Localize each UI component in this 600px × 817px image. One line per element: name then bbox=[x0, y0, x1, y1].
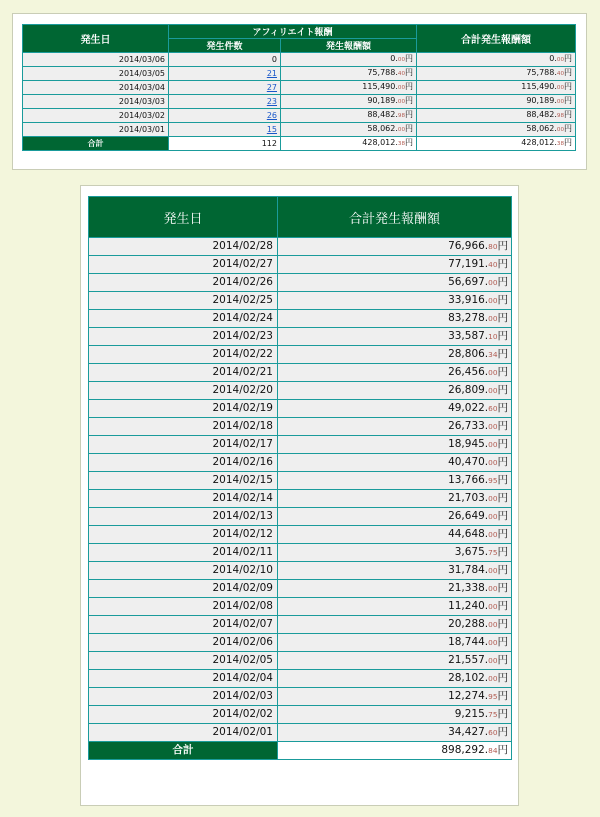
table-row bbox=[89, 526, 512, 544]
yen-unit: 円 bbox=[564, 110, 573, 119]
amount-integer: 58,062. bbox=[367, 124, 398, 133]
amount-decimal: 40 bbox=[488, 260, 498, 269]
yen-unit: 円 bbox=[497, 366, 508, 378]
date-cell: 2014/03/06 bbox=[23, 53, 169, 67]
date-cell: 2014/02/13 bbox=[89, 508, 278, 526]
table-row bbox=[89, 544, 512, 562]
amount-decimal: 95 bbox=[488, 692, 498, 701]
yen-unit: 円 bbox=[405, 54, 414, 63]
date-cell: 2014/02/21 bbox=[89, 364, 278, 382]
total-cell bbox=[278, 706, 512, 724]
yen-unit: 円 bbox=[497, 492, 508, 504]
date-cell: 2014/02/09 bbox=[89, 580, 278, 598]
yen-unit: 円 bbox=[497, 582, 508, 594]
table-row bbox=[89, 580, 512, 598]
table-row bbox=[23, 95, 576, 109]
table-row bbox=[89, 256, 512, 274]
yen-unit: 円 bbox=[497, 546, 508, 558]
sum-total bbox=[278, 742, 512, 760]
amount-decimal: 75 bbox=[488, 548, 498, 557]
amount-integer: 20,288. bbox=[448, 618, 489, 630]
table-row bbox=[89, 418, 512, 436]
amount-integer: 34,427. bbox=[448, 726, 489, 738]
amount-integer: 428,012. bbox=[362, 138, 398, 147]
yen-unit: 円 bbox=[497, 618, 508, 630]
february-report-panel bbox=[80, 185, 519, 806]
yen-unit: 円 bbox=[405, 110, 414, 119]
date-cell: 2014/02/11 bbox=[89, 544, 278, 562]
yen-unit: 円 bbox=[564, 54, 573, 63]
table-row bbox=[89, 436, 512, 454]
yen-unit: 円 bbox=[497, 726, 508, 738]
amount-decimal: 00 bbox=[397, 85, 406, 91]
header-amount: 発生報酬額 bbox=[281, 39, 417, 53]
amount-decimal: 40 bbox=[397, 71, 406, 77]
amount-integer: 21,338. bbox=[448, 582, 489, 594]
table-row bbox=[89, 346, 512, 364]
total-cell bbox=[278, 526, 512, 544]
date-cell: 2014/02/02 bbox=[89, 706, 278, 724]
total-cell bbox=[278, 472, 512, 490]
yen-unit: 円 bbox=[497, 528, 508, 540]
table-row bbox=[89, 688, 512, 706]
yen-unit: 円 bbox=[405, 124, 414, 133]
yen-unit: 円 bbox=[497, 402, 508, 414]
total-cell bbox=[278, 436, 512, 454]
amount-integer: 21,557. bbox=[448, 654, 489, 666]
yen-unit: 円 bbox=[405, 68, 414, 77]
total-cell bbox=[278, 724, 512, 742]
table-row bbox=[89, 472, 512, 490]
yen-unit: 円 bbox=[564, 82, 573, 91]
amount-decimal: 60 bbox=[488, 404, 498, 413]
date-cell: 2014/02/01 bbox=[89, 724, 278, 742]
amount-integer: 75,788. bbox=[526, 68, 557, 77]
amount-decimal: 00 bbox=[556, 85, 565, 91]
count-link[interactable]: 15 bbox=[266, 124, 277, 134]
amount-integer: 90,189. bbox=[526, 96, 557, 105]
amount-integer: 90,189. bbox=[367, 96, 398, 105]
table-row bbox=[23, 81, 576, 95]
amount-cell bbox=[281, 81, 417, 95]
header-count: 発生件数 bbox=[169, 39, 281, 53]
amount-integer: 56,697. bbox=[448, 276, 489, 288]
total-cell bbox=[278, 670, 512, 688]
amount-integer: 26,733. bbox=[448, 420, 489, 432]
total-cell bbox=[278, 454, 512, 472]
march-report-table bbox=[22, 24, 576, 151]
amount-decimal: 40 bbox=[556, 71, 565, 77]
yen-unit: 円 bbox=[497, 258, 508, 270]
date-cell: 2014/02/12 bbox=[89, 526, 278, 544]
amount-decimal: 00 bbox=[488, 440, 498, 449]
amount-decimal: 95 bbox=[488, 476, 498, 485]
header-affiliate: アフィリエイト報酬 bbox=[169, 25, 417, 39]
total-cell bbox=[417, 67, 576, 81]
amount-integer: 26,456. bbox=[448, 366, 489, 378]
date-cell: 2014/02/17 bbox=[89, 436, 278, 454]
header-total: 合計発生報酬額 bbox=[417, 25, 576, 53]
date-cell: 2014/02/05 bbox=[89, 652, 278, 670]
date-cell: 2014/03/01 bbox=[23, 123, 169, 137]
date-cell: 2014/02/16 bbox=[89, 454, 278, 472]
yen-unit: 円 bbox=[497, 456, 508, 468]
date-cell: 2014/02/10 bbox=[89, 562, 278, 580]
total-cell bbox=[417, 53, 576, 67]
amount-decimal: 00 bbox=[488, 386, 498, 395]
amount-decimal: 84 bbox=[488, 746, 498, 755]
table-row bbox=[89, 634, 512, 652]
yen-unit: 円 bbox=[405, 138, 414, 147]
table-row bbox=[89, 562, 512, 580]
total-cell bbox=[278, 688, 512, 706]
yen-unit: 円 bbox=[564, 96, 573, 105]
yen-unit: 円 bbox=[405, 96, 414, 105]
table-row bbox=[89, 706, 512, 724]
yen-unit: 円 bbox=[497, 636, 508, 648]
table-row bbox=[23, 109, 576, 123]
header-date: 発生日 bbox=[89, 197, 278, 238]
date-cell: 2014/02/24 bbox=[89, 310, 278, 328]
count-link[interactable]: 21 bbox=[266, 68, 277, 78]
amount-integer: 0. bbox=[390, 54, 398, 63]
total-cell bbox=[278, 346, 512, 364]
amount-decimal: 34 bbox=[488, 350, 498, 359]
amount-decimal: 00 bbox=[488, 368, 498, 377]
total-cell bbox=[278, 634, 512, 652]
table-row bbox=[89, 328, 512, 346]
amount-decimal: 00 bbox=[488, 512, 498, 521]
date-cell: 2014/02/25 bbox=[89, 292, 278, 310]
amount-decimal: 60 bbox=[488, 728, 498, 737]
amount-integer: 28,102. bbox=[448, 672, 489, 684]
table-row bbox=[89, 238, 512, 256]
count-cell[interactable] bbox=[169, 81, 281, 95]
total-cell bbox=[417, 95, 576, 109]
amount-decimal: 98 bbox=[397, 113, 406, 119]
table-row bbox=[89, 400, 512, 418]
amount-decimal: 98 bbox=[556, 113, 565, 119]
sum-row bbox=[89, 742, 512, 760]
amount-integer: 898,292. bbox=[441, 744, 489, 756]
amount-integer: 83,278. bbox=[448, 312, 489, 324]
yen-unit: 円 bbox=[497, 690, 508, 702]
yen-unit: 円 bbox=[497, 420, 508, 432]
table-row bbox=[89, 382, 512, 400]
amount-integer: 40,470. bbox=[448, 456, 489, 468]
amount-integer: 88,482. bbox=[526, 110, 557, 119]
amount-integer: 75,788. bbox=[367, 68, 398, 77]
amount-integer: 0. bbox=[549, 54, 557, 63]
yen-unit: 円 bbox=[497, 348, 508, 360]
date-cell: 2014/02/22 bbox=[89, 346, 278, 364]
total-cell bbox=[278, 328, 512, 346]
total-cell bbox=[278, 544, 512, 562]
amount-decimal: 00 bbox=[556, 57, 565, 63]
yen-unit: 円 bbox=[497, 654, 508, 666]
date-cell: 2014/02/04 bbox=[89, 670, 278, 688]
amount-decimal: 00 bbox=[488, 494, 498, 503]
amount-integer: 76,966. bbox=[448, 240, 489, 252]
table-row bbox=[89, 292, 512, 310]
count-link[interactable]: 26 bbox=[266, 110, 277, 120]
amount-decimal: 80 bbox=[488, 242, 498, 251]
yen-unit: 円 bbox=[497, 474, 508, 486]
amount-decimal: 00 bbox=[488, 458, 498, 467]
amount-cell bbox=[281, 109, 417, 123]
amount-integer: 11,240. bbox=[448, 600, 489, 612]
yen-unit: 円 bbox=[497, 294, 508, 306]
table-row bbox=[23, 67, 576, 81]
amount-decimal: 00 bbox=[556, 99, 565, 105]
amount-cell bbox=[281, 53, 417, 67]
amount-decimal: 00 bbox=[488, 566, 498, 575]
table-row bbox=[89, 454, 512, 472]
amount-integer: 13,766. bbox=[448, 474, 489, 486]
amount-integer: 18,744. bbox=[448, 636, 489, 648]
total-cell bbox=[417, 81, 576, 95]
sum-row bbox=[23, 137, 576, 151]
yen-unit: 円 bbox=[497, 384, 508, 396]
table-row bbox=[89, 364, 512, 382]
count-cell[interactable] bbox=[169, 123, 281, 137]
amount-decimal: 00 bbox=[488, 530, 498, 539]
february-report-table bbox=[88, 196, 512, 760]
amount-decimal: 38 bbox=[556, 141, 565, 147]
yen-unit: 円 bbox=[497, 672, 508, 684]
amount-integer: 44,648. bbox=[448, 528, 489, 540]
amount-decimal: 00 bbox=[397, 99, 406, 105]
date-cell: 2014/02/19 bbox=[89, 400, 278, 418]
amount-decimal: 00 bbox=[488, 584, 498, 593]
header-total: 合計発生報酬額 bbox=[278, 197, 512, 238]
count-link[interactable]: 23 bbox=[266, 96, 277, 106]
total-cell bbox=[278, 418, 512, 436]
total-cell bbox=[278, 400, 512, 418]
amount-integer: 21,703. bbox=[448, 492, 489, 504]
total-cell bbox=[278, 490, 512, 508]
table-row bbox=[89, 670, 512, 688]
date-cell: 2014/02/20 bbox=[89, 382, 278, 400]
table-row bbox=[89, 652, 512, 670]
amount-decimal: 00 bbox=[397, 57, 406, 63]
date-cell: 2014/02/07 bbox=[89, 616, 278, 634]
sum-total bbox=[417, 137, 576, 151]
amount-decimal: 00 bbox=[488, 602, 498, 611]
yen-unit: 円 bbox=[497, 438, 508, 450]
yen-unit: 円 bbox=[497, 564, 508, 576]
yen-unit: 円 bbox=[564, 124, 573, 133]
amount-integer: 58,062. bbox=[526, 124, 557, 133]
count-cell[interactable] bbox=[169, 67, 281, 81]
total-cell bbox=[278, 310, 512, 328]
amount-integer: 9,215. bbox=[454, 708, 489, 720]
header-date: 発生日 bbox=[23, 25, 169, 53]
daily-report-panel bbox=[12, 13, 587, 170]
date-cell: 2014/02/03 bbox=[89, 688, 278, 706]
sum-label: 合計 bbox=[89, 742, 278, 760]
yen-unit: 円 bbox=[497, 708, 508, 720]
amount-decimal: 00 bbox=[556, 127, 565, 133]
total-cell bbox=[278, 508, 512, 526]
date-cell: 2014/03/02 bbox=[23, 109, 169, 123]
amount-integer: 115,490. bbox=[521, 82, 557, 91]
amount-cell bbox=[281, 123, 417, 137]
amount-integer: 3,675. bbox=[454, 546, 489, 558]
amount-integer: 26,809. bbox=[448, 384, 489, 396]
amount-integer: 77,191. bbox=[448, 258, 489, 270]
total-cell bbox=[278, 382, 512, 400]
sum-amount bbox=[281, 137, 417, 151]
amount-decimal: 00 bbox=[488, 620, 498, 629]
date-cell: 2014/02/15 bbox=[89, 472, 278, 490]
amount-cell bbox=[281, 67, 417, 81]
amount-integer: 88,482. bbox=[367, 110, 398, 119]
total-cell bbox=[278, 364, 512, 382]
amount-integer: 18,945. bbox=[448, 438, 489, 450]
amount-integer: 428,012. bbox=[521, 138, 557, 147]
amount-integer: 28,806. bbox=[448, 348, 489, 360]
amount-decimal: 75 bbox=[488, 710, 498, 719]
yen-unit: 円 bbox=[405, 82, 414, 91]
amount-integer: 115,490. bbox=[362, 82, 398, 91]
amount-decimal: 00 bbox=[488, 674, 498, 683]
amount-integer: 33,587. bbox=[448, 330, 489, 342]
total-cell bbox=[278, 274, 512, 292]
amount-integer: 26,649. bbox=[448, 510, 489, 522]
total-cell bbox=[278, 598, 512, 616]
table-row bbox=[89, 274, 512, 292]
amount-decimal: 00 bbox=[488, 638, 498, 647]
amount-decimal: 00 bbox=[488, 296, 498, 305]
amount-decimal: 00 bbox=[488, 422, 498, 431]
yen-unit: 円 bbox=[497, 744, 508, 756]
amount-decimal: 00 bbox=[488, 656, 498, 665]
yen-unit: 円 bbox=[497, 600, 508, 612]
yen-unit: 円 bbox=[564, 138, 573, 147]
count-cell[interactable] bbox=[169, 109, 281, 123]
total-cell bbox=[278, 256, 512, 274]
count-cell[interactable] bbox=[169, 95, 281, 109]
date-cell: 2014/02/08 bbox=[89, 598, 278, 616]
table-row bbox=[89, 616, 512, 634]
amount-integer: 49,022. bbox=[448, 402, 489, 414]
table-row bbox=[89, 724, 512, 742]
date-cell: 2014/03/03 bbox=[23, 95, 169, 109]
date-cell: 2014/02/27 bbox=[89, 256, 278, 274]
total-cell bbox=[278, 292, 512, 310]
total-cell bbox=[417, 123, 576, 137]
sum-label: 合計 bbox=[23, 137, 169, 151]
yen-unit: 円 bbox=[497, 276, 508, 288]
date-cell: 2014/02/18 bbox=[89, 418, 278, 436]
date-cell: 2014/02/28 bbox=[89, 238, 278, 256]
table-row bbox=[23, 123, 576, 137]
table-row bbox=[89, 490, 512, 508]
total-cell bbox=[278, 238, 512, 256]
amount-decimal: 00 bbox=[488, 278, 498, 287]
date-cell: 2014/03/05 bbox=[23, 67, 169, 81]
amount-decimal: 10 bbox=[488, 332, 498, 341]
amount-decimal: 38 bbox=[397, 141, 406, 147]
amount-decimal: 00 bbox=[488, 314, 498, 323]
yen-unit: 円 bbox=[497, 510, 508, 522]
total-cell bbox=[278, 616, 512, 634]
date-cell: 2014/02/06 bbox=[89, 634, 278, 652]
yen-unit: 円 bbox=[497, 330, 508, 342]
amount-cell bbox=[281, 95, 417, 109]
yen-unit: 円 bbox=[564, 68, 573, 77]
date-cell: 2014/03/04 bbox=[23, 81, 169, 95]
amount-integer: 12,274. bbox=[448, 690, 489, 702]
date-cell: 2014/02/23 bbox=[89, 328, 278, 346]
count-cell: 0 bbox=[169, 53, 281, 67]
total-cell bbox=[278, 652, 512, 670]
total-cell bbox=[417, 109, 576, 123]
date-cell: 2014/02/14 bbox=[89, 490, 278, 508]
table-row bbox=[89, 310, 512, 328]
table-row bbox=[89, 598, 512, 616]
table-row bbox=[23, 53, 576, 67]
amount-decimal: 00 bbox=[397, 127, 406, 133]
table-row bbox=[89, 508, 512, 526]
date-cell: 2014/02/26 bbox=[89, 274, 278, 292]
count-link[interactable]: 27 bbox=[266, 82, 277, 92]
sum-count: 112 bbox=[169, 137, 281, 151]
total-cell bbox=[278, 580, 512, 598]
yen-unit: 円 bbox=[497, 312, 508, 324]
amount-integer: 33,916. bbox=[448, 294, 489, 306]
amount-integer: 31,784. bbox=[448, 564, 489, 576]
total-cell bbox=[278, 562, 512, 580]
yen-unit: 円 bbox=[497, 240, 508, 252]
